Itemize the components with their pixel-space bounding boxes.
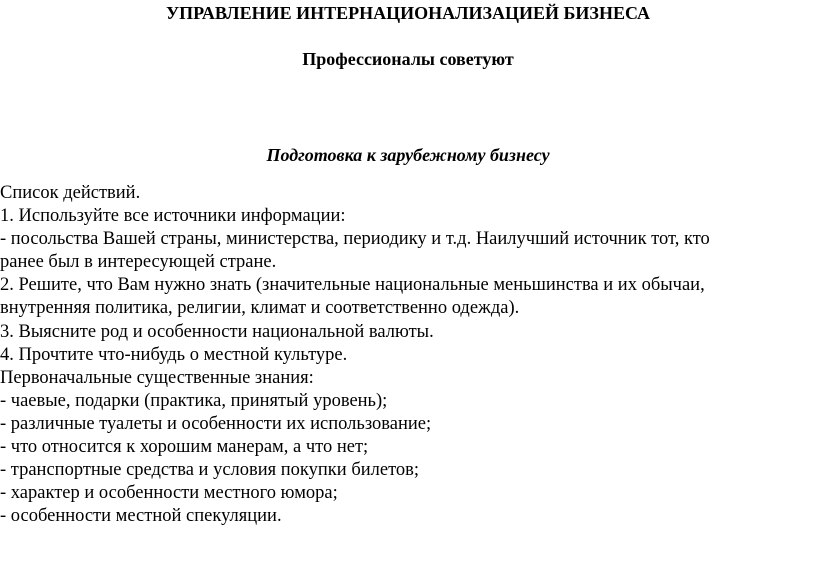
- body-text: [0, 182, 800, 528]
- section-heading: Подготовка к зарубежному бизнесу: [266, 145, 550, 165]
- knowledge-item: - что относится к хорошим манерам, а что нет;: [0, 437, 369, 458]
- knowledge-item: - характер и особенности местного юмора;: [0, 483, 338, 504]
- step-1-detail-cont: ранее был в интересующей стране.: [0, 252, 277, 273]
- step-1: 1. Используйте все источники информации:: [0, 206, 346, 227]
- knowledge-item: - чаевые, подарки (практика, принятый уровень);: [0, 390, 388, 411]
- step-2: 2. Решите, что Вам нужно знать (значительные национальные меньшинства и их обычаи,: [0, 275, 705, 296]
- document-title: УПРАВЛЕНИЕ ИНТЕРНАЦИОНАЛИЗАЦИЕЙ БИЗНЕСА: [165, 3, 651, 23]
- knowledge-item: - особенности местной спекуляции.: [0, 506, 282, 527]
- knowledge-intro: Первоначальные существенные знания:: [0, 367, 314, 388]
- knowledge-item: - транспортные средства и условия покупки билетов;: [0, 460, 420, 481]
- step-2-cont: внутренняя политика, религии, климат и соответственно одежда).: [0, 298, 520, 319]
- knowledge-item: - различные туалеты и особенности их использование;: [0, 413, 432, 434]
- step-3: 3. Выясните род и особенности национальной валюты.: [0, 321, 434, 342]
- step-1-detail: - посольства Вашей страны, министерства, периодику и т.д. Наилучший источник тот, кто: [0, 229, 710, 250]
- list-intro: Список действий.: [0, 183, 141, 203]
- document-subtitle: Профессионалы советуют: [302, 49, 514, 69]
- step-4: 4. Прочтите что-нибудь о местной культуре.: [0, 344, 348, 365]
